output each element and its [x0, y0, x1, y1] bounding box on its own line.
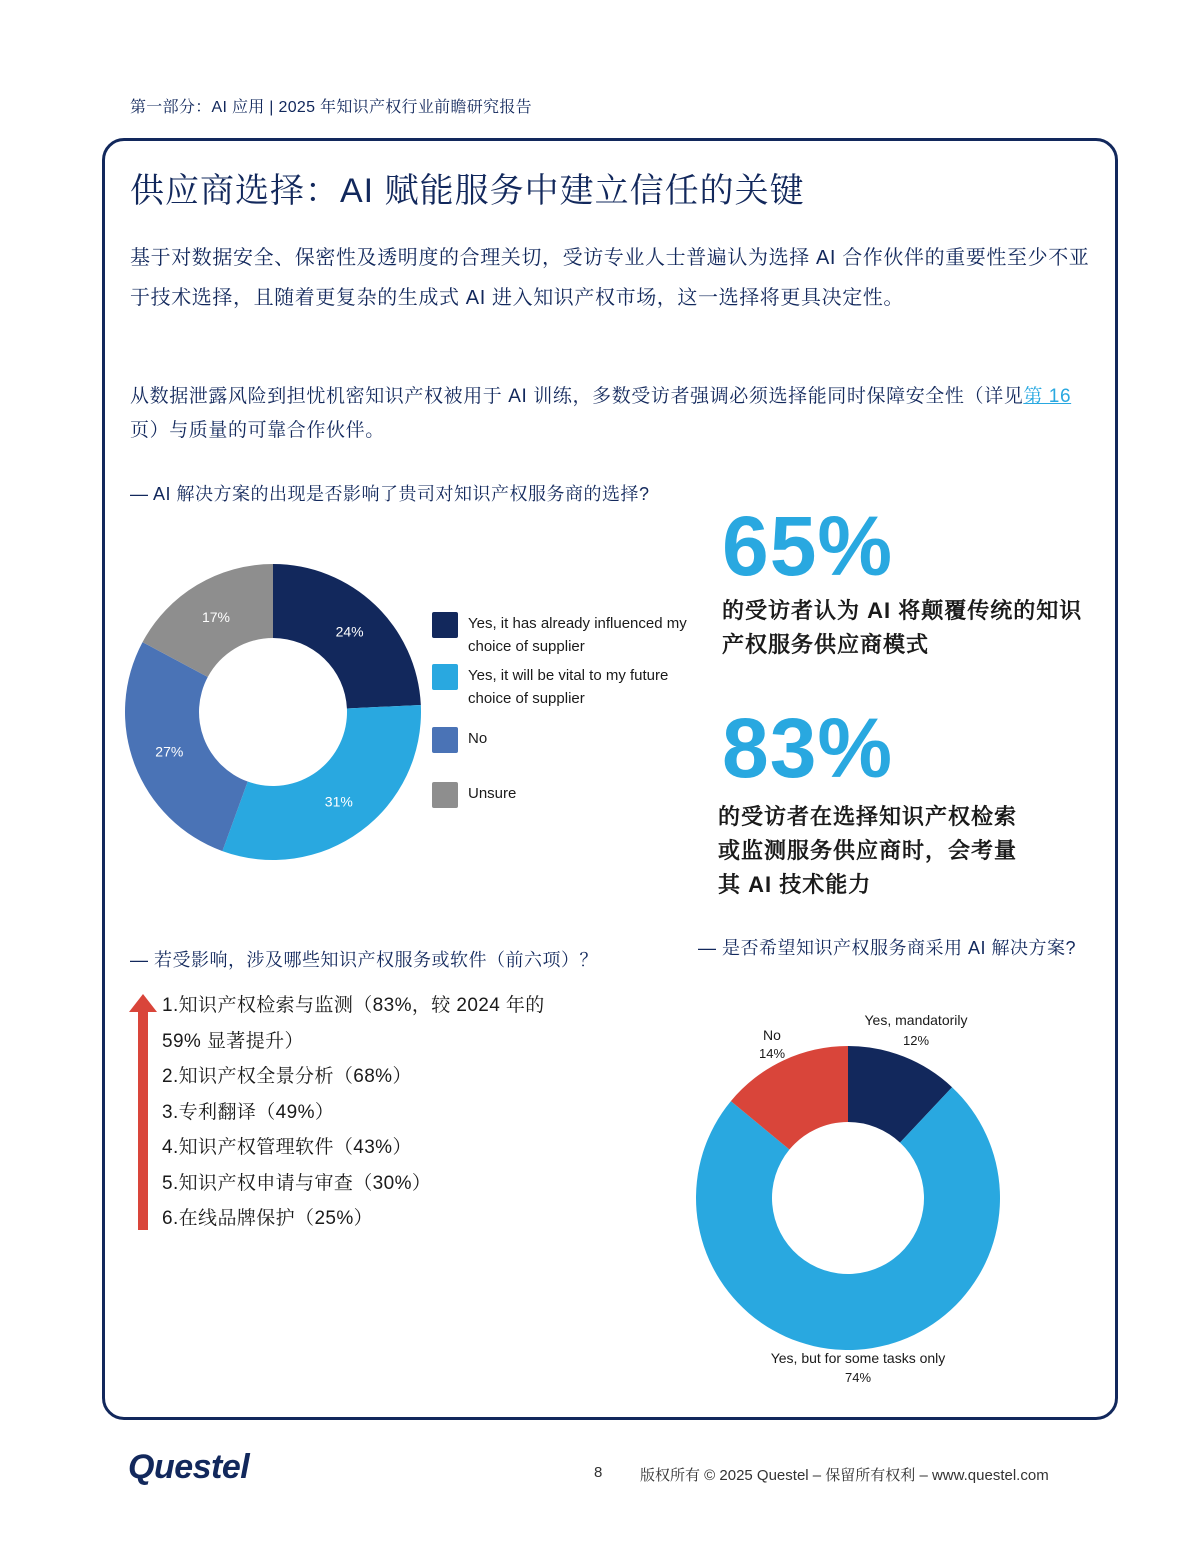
stat-text-83: 的受访者在选择知识产权检索或监测服务供应商时，会考量其 AI 技术能力	[718, 804, 1018, 897]
question-affected-services: — 若受影响，涉及哪些知识产权服务或软件（前六项）？	[130, 950, 598, 970]
legend-swatch	[432, 612, 458, 638]
security-paragraph	[130, 380, 1090, 448]
legend-swatch	[432, 664, 458, 690]
donut-slice	[696, 1087, 1000, 1350]
slice-label-name: Yes, mandatorily	[864, 1012, 968, 1028]
stat-value-65: 65%	[722, 499, 894, 593]
slice-percent-label: 24%	[335, 623, 364, 640]
slice-label-value: 14%	[758, 1046, 786, 1061]
para2-text-before: 从数据泄露风险到担忧机密知识产权被用于 AI 训练，多数受访者强调必须选择能同时保障安全性（详见	[130, 386, 1024, 407]
legend-item-no	[432, 727, 708, 753]
legend-swatch	[432, 782, 458, 808]
question-ai-influence: — AI 解决方案的出现是否影响了贵司对知识产权服务商的选择?	[130, 484, 650, 504]
slice-label-value: 74%	[844, 1370, 872, 1385]
legend-swatch	[432, 727, 458, 753]
para2-text-after: 页）与质量的可靠合作伙伴。	[130, 420, 385, 441]
ranking-item: 1.知识产权检索与监测（83%，较 2024 年的 59% 显著提升）	[162, 995, 545, 1052]
stat-value-83: 83%	[722, 701, 894, 795]
ranking-list	[162, 988, 582, 1237]
page-number: 8	[594, 1464, 603, 1481]
legend-label: Yes, it will be vital to my future choice of supplier	[468, 667, 669, 707]
slice-percent-label: 17%	[201, 608, 230, 625]
legend-item-already-influenced	[432, 612, 708, 658]
legend-item-unsure	[432, 782, 708, 808]
legend-label: No	[468, 730, 488, 747]
questel-logo: Questel	[128, 1448, 250, 1486]
slice-label-value: 12%	[902, 1033, 930, 1048]
donut-slice	[222, 705, 421, 860]
legend-item-future-vital	[432, 664, 708, 710]
slice-percent-label: 31%	[324, 793, 353, 810]
page-title: 供应商选择：AI 赋能服务中建立信任的关键	[130, 172, 805, 210]
page-16-link[interactable]: 第 16	[1023, 386, 1072, 407]
copyright-text: 版权所有 © 2025 Questel – 保留所有权利 – www.questel.com	[640, 1467, 1049, 1484]
slice-label-name: Yes, but for some tasks only	[770, 1350, 946, 1366]
donut-chart-ai-adoption	[690, 1008, 1010, 1388]
ranking-arrow-icon	[128, 994, 158, 1232]
slice-percent-label: 27%	[155, 743, 184, 760]
donut-slice	[125, 642, 248, 851]
slice-label-name: No	[763, 1027, 781, 1043]
ranking-item: 5.知识产权申请与审查（30%）	[162, 1172, 432, 1194]
question-ai-adoption: — 是否希望知识产权服务商采用 AI 解决方案?	[698, 938, 1077, 958]
stat-text-65: 的受访者认为 AI 将颠覆传统的知识产权服务供应商模式	[722, 598, 1083, 657]
legend-label: Unsure	[468, 785, 517, 802]
ranking-item: 4.知识产权管理软件（43%）	[162, 1137, 412, 1158]
ranking-item: 3.专利翻译（49%）	[162, 1101, 335, 1123]
ranking-item: 2.知识产权全景分析（68%）	[162, 1066, 412, 1087]
donut-chart-supplier-influence	[120, 560, 430, 864]
intro-paragraph: 基于对数据安全、保密性及透明度的合理关切，受访专业人士普遍认为选择 AI 合作伙伴的重要性至少不亚于技术选择，且随着更复杂的生成式 AI 进入知识产权市场，这一选择将更具决定性。	[130, 247, 1090, 309]
legend-label: Yes, it has already influenced my choice of supplier	[468, 615, 687, 655]
ranking-item: 6.在线品牌保护（25%）	[162, 1208, 374, 1229]
breadcrumb: 第一部分：AI 应用 | 2025 年知识产权行业前瞻研究报告	[130, 99, 532, 116]
